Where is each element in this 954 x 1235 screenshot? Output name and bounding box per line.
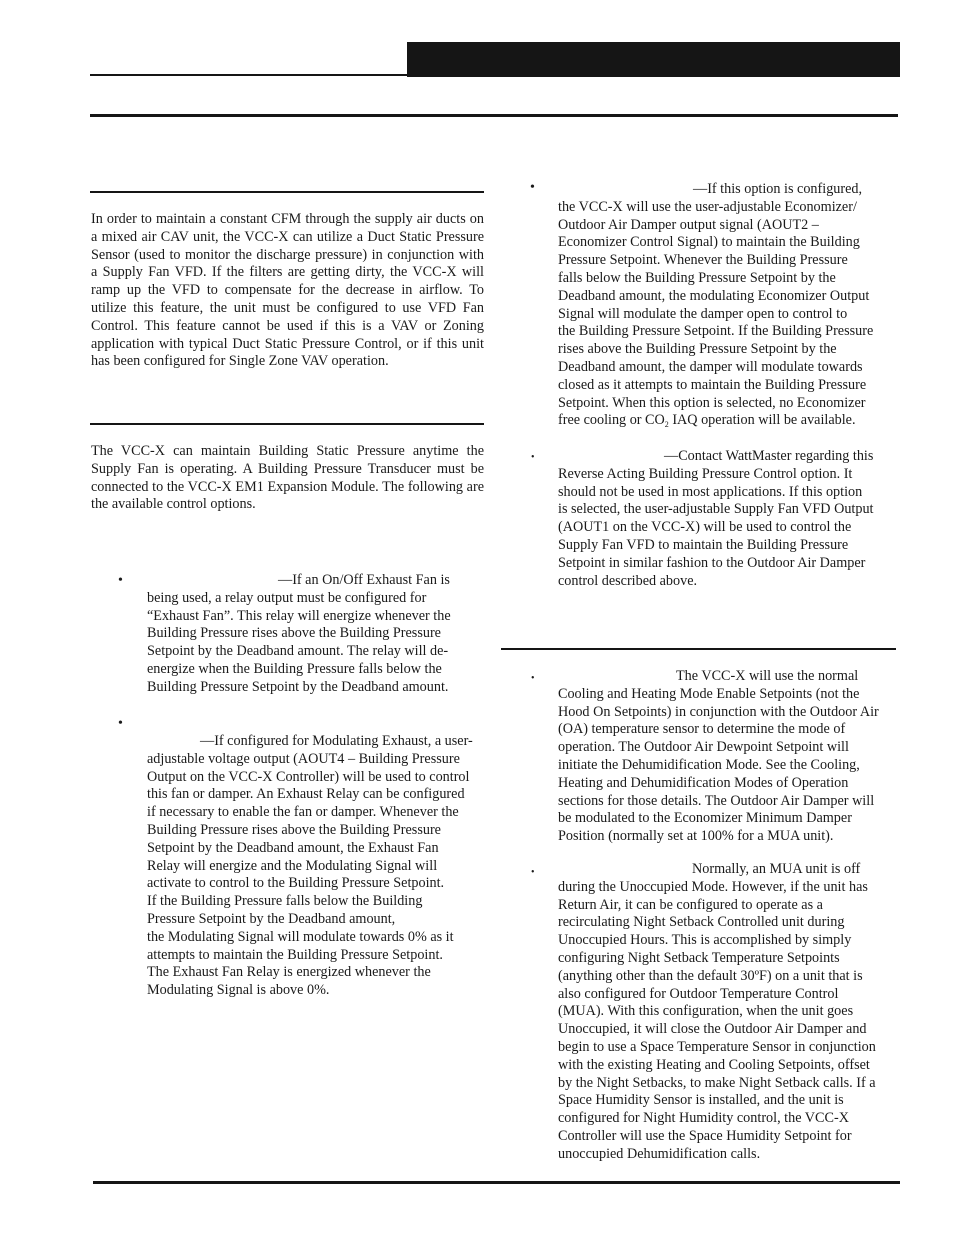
line: activate to control to the Building Pressure Setpoint. xyxy=(147,875,445,892)
line: Output on the VCC-X Controller) will be used to control xyxy=(147,768,470,785)
line: falls below the Building Pressure Setpoint by the xyxy=(558,269,836,286)
line: rises above the Building Pressure Setpoint by the xyxy=(558,341,837,358)
line: Return Air, it can be configured to operate as a xyxy=(558,896,823,913)
line: begin to use a Space Temperature Sensor in conjunction xyxy=(558,1038,876,1055)
line: —If this option is configured, xyxy=(693,181,863,197)
line: —Contact WattMaster regarding this xyxy=(664,448,874,464)
line: Building Pressure rises above the Building Pressure xyxy=(147,625,441,642)
line: Space Humidity Sensor is installed, and the unit is xyxy=(558,1092,844,1109)
line: Hood On Setpoints) in conjunction with the Outdoor Air xyxy=(558,703,879,720)
line: Deadband amount, the modulating Economizer Output xyxy=(558,287,870,304)
line: Outdoor Air Damper output signal (AOUT2 – xyxy=(558,216,819,233)
line: during the Unoccupied Mode. However, if the unit has xyxy=(558,878,868,895)
line: initiate the Dehumidification Mode. See the Cooling, xyxy=(558,756,860,773)
bullet-mua-unoccupied xyxy=(558,861,898,1164)
line: the VCC-X will use the user-adjustable Economizer/ xyxy=(558,198,857,215)
line: the Modulating Signal will modulate towards 0% as it xyxy=(147,928,454,945)
header-rule xyxy=(90,114,898,117)
line: configuring Night Setback Temperature Setpoints xyxy=(558,949,840,966)
line: —If configured for Modulating Exhaust, a user- xyxy=(200,733,473,749)
line: Building Pressure rises above the Building Pressure xyxy=(147,821,441,838)
header-bar xyxy=(407,42,900,77)
line: sections for those details. The Outdoor Air Damper will xyxy=(558,792,875,809)
line: operation. The Outdoor Air Dewpoint Setpoint will xyxy=(558,739,849,756)
line: with the existing Heating and Cooling Setpoints, offset xyxy=(558,1056,870,1073)
line: (AOUT1 on the VCC-X) will be used to control the xyxy=(558,519,852,536)
line: Pressure Setpoint. Whenever the Building Pressure xyxy=(558,252,848,269)
line: is selected, the user-adjustable Supply Fan VFD Output xyxy=(558,501,874,518)
line: (anything other than the default 30ºF) on a unit that is xyxy=(558,967,863,984)
line: the Building Pressure Setpoint. If the Building Pressure xyxy=(558,323,874,340)
line: Modulating Signal is above 0%. xyxy=(147,982,330,999)
line: if necessary to enable the fan or damper. Whenever the xyxy=(147,804,459,821)
bullet-onoff-dot: • xyxy=(118,573,123,588)
line: recirculating Night Setback Controlled unit during xyxy=(558,914,845,931)
bullet-modulating-exhaust xyxy=(147,733,492,1000)
line: The VCC-X will use the normal xyxy=(676,668,859,684)
line: —If an On/Off Exhaust Fan is xyxy=(278,572,450,588)
line: attempts to maintain the Building Pressure Setpoint. xyxy=(147,946,443,963)
line: control described above. xyxy=(558,572,698,589)
line: (OA) temperature sensor to determine the mode of xyxy=(558,721,846,738)
line: “Exhaust Fan”. This relay will energize whenever the xyxy=(147,607,451,624)
header-thin-rule xyxy=(90,74,408,76)
line: The Exhaust Fan Relay is energized whenever the xyxy=(147,964,431,981)
bullet-modulating-dot: • xyxy=(118,716,123,731)
line: Controller will use the Space Humidity Setpoint for xyxy=(558,1127,852,1144)
line: closed as it attempts to maintain the Building Pressure xyxy=(558,376,867,393)
line: Pressure Setpoint by the Deadband amount, xyxy=(147,910,396,927)
line: Setpoint. When this option is selected, no Economizer xyxy=(558,394,866,411)
line: Unoccupied Hours. This is accomplished by simply xyxy=(558,932,852,949)
co2-suffix: IAQ operation will be available. xyxy=(668,412,856,429)
line: this fan or damper. An Exhaust Relay can be configured xyxy=(147,786,465,803)
section-rule-building-pressure xyxy=(90,423,484,425)
line: be modulated to the Economizer Minimum Damper xyxy=(558,810,852,827)
line: being used, a relay output must be configured for xyxy=(147,589,427,606)
line xyxy=(558,412,898,430)
line: Deadband amount, the damper will modulate towards xyxy=(558,358,863,375)
section-rule-mua xyxy=(501,648,896,650)
line: Reverse Acting Building Pressure Control option. It xyxy=(558,465,853,482)
line: Building Pressure Setpoint by the Deadband amount. xyxy=(147,678,449,695)
duct-static-paragraph: In order to maintain a constant CFM through the supply air ducts on a mixed air CAV unit, the VCC-X can utilize a Duct Static Pressure Sensor (used to monitor the discharge pressure) in conjunction with a Supply Fan VFD. If the filters are getting dirty, the VCC-X will ramp up the VFD to compensate for the decrease in airflow. To utilize this feature, the unit must be configured to use VFD Fan Control. This feature cannot be used if this is a VAV or Zoning application with typical Duct Static Pressure Control, or if this unit has been configured for Single Zone VAV operation. xyxy=(91,211,484,370)
bullet-reverse-acting xyxy=(558,448,898,590)
line: Normally, an MUA unit is off xyxy=(692,861,861,877)
line: adjustable voltage output (AOUT4 – Building Pressure xyxy=(147,750,460,767)
line: by the Night Setbacks, to make Night Setback calls. If a xyxy=(558,1074,876,1091)
line: Relay will energize and the Modulating Signal will xyxy=(147,857,438,874)
line: configured for Night Humidity control, the VCC-X xyxy=(558,1110,849,1127)
line: should not be used in most applications. If this option xyxy=(558,483,863,500)
line: Setpoint by the Deadband amount. The relay will de- xyxy=(147,643,449,660)
line: If the Building Pressure falls below the Building xyxy=(147,893,423,910)
co2-prefix: free cooling or CO xyxy=(558,412,665,429)
line: Supply Fan VFD to maintain the Building Pressure xyxy=(558,536,849,553)
bullet-economizer-control xyxy=(558,181,898,430)
line: Heating and Dehumidification Modes of Operation xyxy=(558,774,849,791)
line: Setpoint by the Deadband amount, the Exhaust Fan xyxy=(147,839,439,856)
line: unoccupied Dehumidification calls. xyxy=(558,1145,761,1162)
bullet-economizer-dot: • xyxy=(530,180,535,195)
line: Economizer Control Signal) to maintain the Building xyxy=(558,234,860,251)
building-pressure-paragraph: The VCC-X can maintain Building Static Pressure anytime the Supply Fan is operating. A Building Pressure Transducer must be connected to the VCC-X EM1 Expansion Module. The following are the available control options. xyxy=(91,443,484,513)
co2-subscript: 2 xyxy=(664,420,669,430)
line: Position (normally set at 100% for a MUA unit). xyxy=(558,828,834,845)
bullet-onoff-exhaust xyxy=(147,572,487,697)
bullet-mua-occupied xyxy=(558,668,898,846)
bullet-mua-occupied-dot: • xyxy=(531,673,535,684)
bullet-mua-unoccupied-dot: • xyxy=(531,867,535,878)
line: energize when the Building Pressure falls below the xyxy=(147,660,442,677)
line: (MUA). With this configuration, when the unit goes xyxy=(558,1003,854,1020)
line: Signal will modulate the damper open to control to xyxy=(558,305,848,322)
line: Cooling and Heating Mode Enable Setpoints (not the xyxy=(558,685,860,702)
line: Unoccupied, it will close the Outdoor Air Damper and xyxy=(558,1021,867,1038)
line: also configured for Outdoor Temperature Control xyxy=(558,985,839,1002)
section-rule-duct-static xyxy=(90,191,484,193)
bullet-reverse-dot: • xyxy=(531,452,535,463)
line: Setpoint in similar fashion to the Outdoor Air Damper xyxy=(558,554,866,571)
footer-rule xyxy=(93,1181,900,1184)
